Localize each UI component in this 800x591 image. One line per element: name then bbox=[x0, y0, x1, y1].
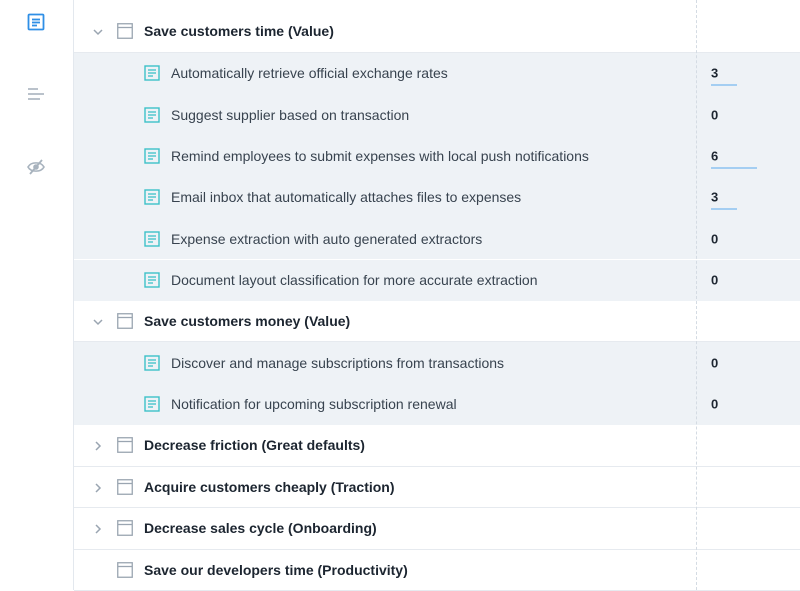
feature-title: Automatically retrieve official exchange rates bbox=[171, 65, 448, 82]
document-icon bbox=[144, 65, 160, 81]
feature-row[interactable] bbox=[74, 53, 800, 94]
document-icon bbox=[144, 148, 160, 164]
group-title: Save customers time (Value) bbox=[144, 23, 334, 40]
feature-row[interactable] bbox=[74, 135, 800, 176]
score-edit-underline bbox=[711, 167, 757, 168]
chevron-down-icon[interactable] bbox=[92, 315, 104, 327]
document-icon bbox=[144, 189, 160, 205]
score-text: 0 bbox=[711, 272, 719, 288]
chevron-right-icon[interactable] bbox=[92, 439, 104, 451]
score-value[interactable] bbox=[711, 66, 718, 81]
document-icon bbox=[144, 231, 160, 247]
feature-title: Email inbox that automatically attaches files to expenses bbox=[171, 189, 522, 206]
group-box-icon bbox=[117, 562, 133, 578]
group-row[interactable] bbox=[74, 11, 800, 53]
document-list-icon[interactable] bbox=[26, 12, 46, 32]
document-icon bbox=[144, 355, 160, 371]
group-box-icon bbox=[117, 437, 133, 453]
score-value[interactable] bbox=[711, 190, 718, 205]
score-text: 0 bbox=[711, 396, 719, 412]
document-icon bbox=[144, 396, 160, 412]
feature-row[interactable] bbox=[74, 218, 800, 259]
group-title: Save our developers time (Productivity) bbox=[144, 561, 408, 578]
score-value bbox=[711, 397, 718, 412]
align-lines-icon[interactable] bbox=[26, 84, 46, 104]
score-text: 6 bbox=[711, 148, 719, 164]
score-value bbox=[711, 273, 718, 288]
group-row[interactable] bbox=[74, 301, 800, 343]
score-value bbox=[711, 231, 718, 246]
group-title: Decrease sales cycle (Onboarding) bbox=[144, 520, 377, 537]
feature-title: Remind employees to submit expenses with local push notifications bbox=[171, 147, 589, 164]
group-row[interactable] bbox=[74, 425, 800, 467]
group-row[interactable] bbox=[74, 467, 800, 509]
group-box-icon bbox=[117, 23, 133, 39]
score-edit-underline bbox=[711, 209, 737, 210]
feature-row[interactable] bbox=[74, 94, 800, 135]
document-icon bbox=[144, 272, 160, 288]
group-title: Acquire customers cheaply (Traction) bbox=[144, 478, 395, 495]
feature-title: Discover and manage subscriptions from transactions bbox=[171, 355, 505, 372]
feature-row[interactable] bbox=[74, 342, 800, 383]
feature-row[interactable] bbox=[74, 260, 800, 301]
group-box-icon bbox=[117, 313, 133, 329]
score-value bbox=[711, 356, 718, 371]
score-text: 0 bbox=[711, 107, 719, 123]
feature-title: Expense extraction with auto generated extractors bbox=[171, 230, 483, 247]
score-text: 0 bbox=[711, 231, 719, 247]
feature-title: Notification for upcoming subscription renewal bbox=[171, 396, 457, 413]
score-value[interactable] bbox=[711, 148, 718, 163]
feature-title: Suggest supplier based on transaction bbox=[171, 106, 410, 123]
chevron-right-icon[interactable] bbox=[92, 522, 104, 534]
group-title: Save customers money (Value) bbox=[144, 313, 351, 330]
group-title: Decrease friction (Great defaults) bbox=[144, 437, 365, 454]
group-box-icon bbox=[117, 479, 133, 495]
chevron-right-icon[interactable] bbox=[92, 481, 104, 493]
score-text: 3 bbox=[711, 189, 719, 205]
feature-row[interactable] bbox=[74, 384, 800, 425]
sidebar bbox=[0, 0, 74, 590]
chevron-down-icon[interactable] bbox=[92, 25, 104, 37]
feature-title: Document layout classification for more accurate extraction bbox=[171, 272, 538, 289]
hidden-eye-icon[interactable] bbox=[26, 157, 46, 177]
list-top-edge bbox=[74, 0, 800, 10]
group-row[interactable] bbox=[74, 508, 800, 550]
score-text: 0 bbox=[711, 355, 719, 371]
score-text: 3 bbox=[711, 65, 719, 81]
feature-tree-list bbox=[74, 0, 800, 590]
feature-row[interactable] bbox=[74, 177, 800, 218]
score-edit-underline bbox=[711, 85, 737, 86]
document-icon bbox=[144, 107, 160, 123]
group-box-icon bbox=[117, 520, 133, 536]
score-value bbox=[711, 107, 718, 122]
group-row[interactable] bbox=[74, 550, 800, 591]
